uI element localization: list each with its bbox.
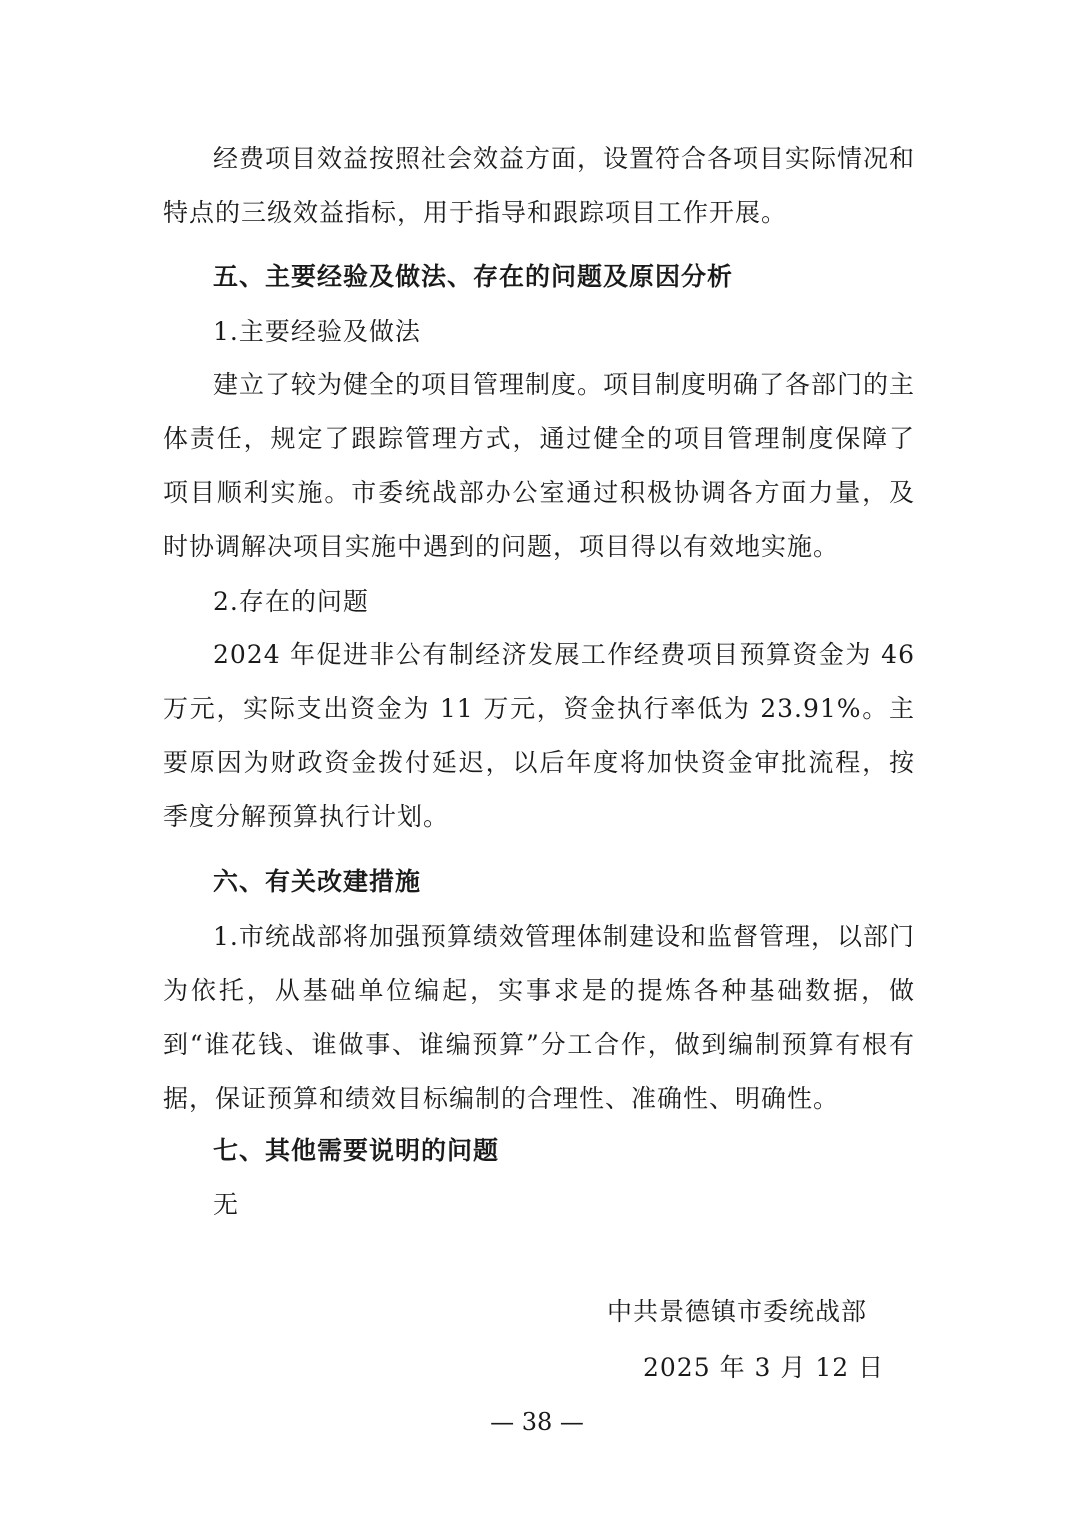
heading-section-7: 七、其他需要说明的问题 bbox=[213, 1136, 500, 1165]
subheading-experience: 1.主要经验及做法 bbox=[213, 317, 421, 346]
heading-section-5: 五、主要经验及做法、存在的问题及原因分析 bbox=[213, 262, 734, 291]
signature-organization: 中共景德镇市委统战部 bbox=[607, 1297, 868, 1326]
paragraph-issues: 2024 年促进非公有制经济发展工作经费项目预算资金为 46 万元，实际支出资金为 11 万元，资金执行率低为 23.91%。主要原因为财政资金拨付延迟，以后年度将加快资金审批流程，按季度分解预算执行计划。 bbox=[163, 640, 915, 831]
none-text: 无 bbox=[213, 1190, 240, 1219]
paragraph-benefit: 经费项目效益按照社会效益方面，设置符合各项目实际情况和特点的三级效益指标，用于指导和跟踪项目工作开展。 bbox=[163, 144, 916, 227]
page-number: — 38 — bbox=[490, 1408, 584, 1436]
subheading-issues: 2.存在的问题 bbox=[213, 587, 369, 616]
paragraph-experience: 建立了较为健全的项目管理制度。项目制度明确了各部门的主体责任，规定了跟踪管理方式，通过健全的项目管理制度保障了项目顺利实施。市委统战部办公室通过积极协调各方面力量，及时协调解决项目实施中遇到的问题，项目得以有效地实施。 bbox=[163, 370, 916, 561]
paragraph-measures: 1.市统战部将加强预算绩效管理体制建设和监督管理，以部门为依托，从基础单位编起，实事求是的提炼各种基础数据，做到“谁花钱、谁做事、谁编预算”分工合作，做到编制预算有根有据，保证预算和绩效目标编制的合理性、准确性、明确性。 bbox=[163, 922, 915, 1113]
heading-section-6: 六、有关改建措施 bbox=[213, 867, 422, 896]
signature-date: 2025 年 3 月 12 日 bbox=[643, 1353, 885, 1382]
